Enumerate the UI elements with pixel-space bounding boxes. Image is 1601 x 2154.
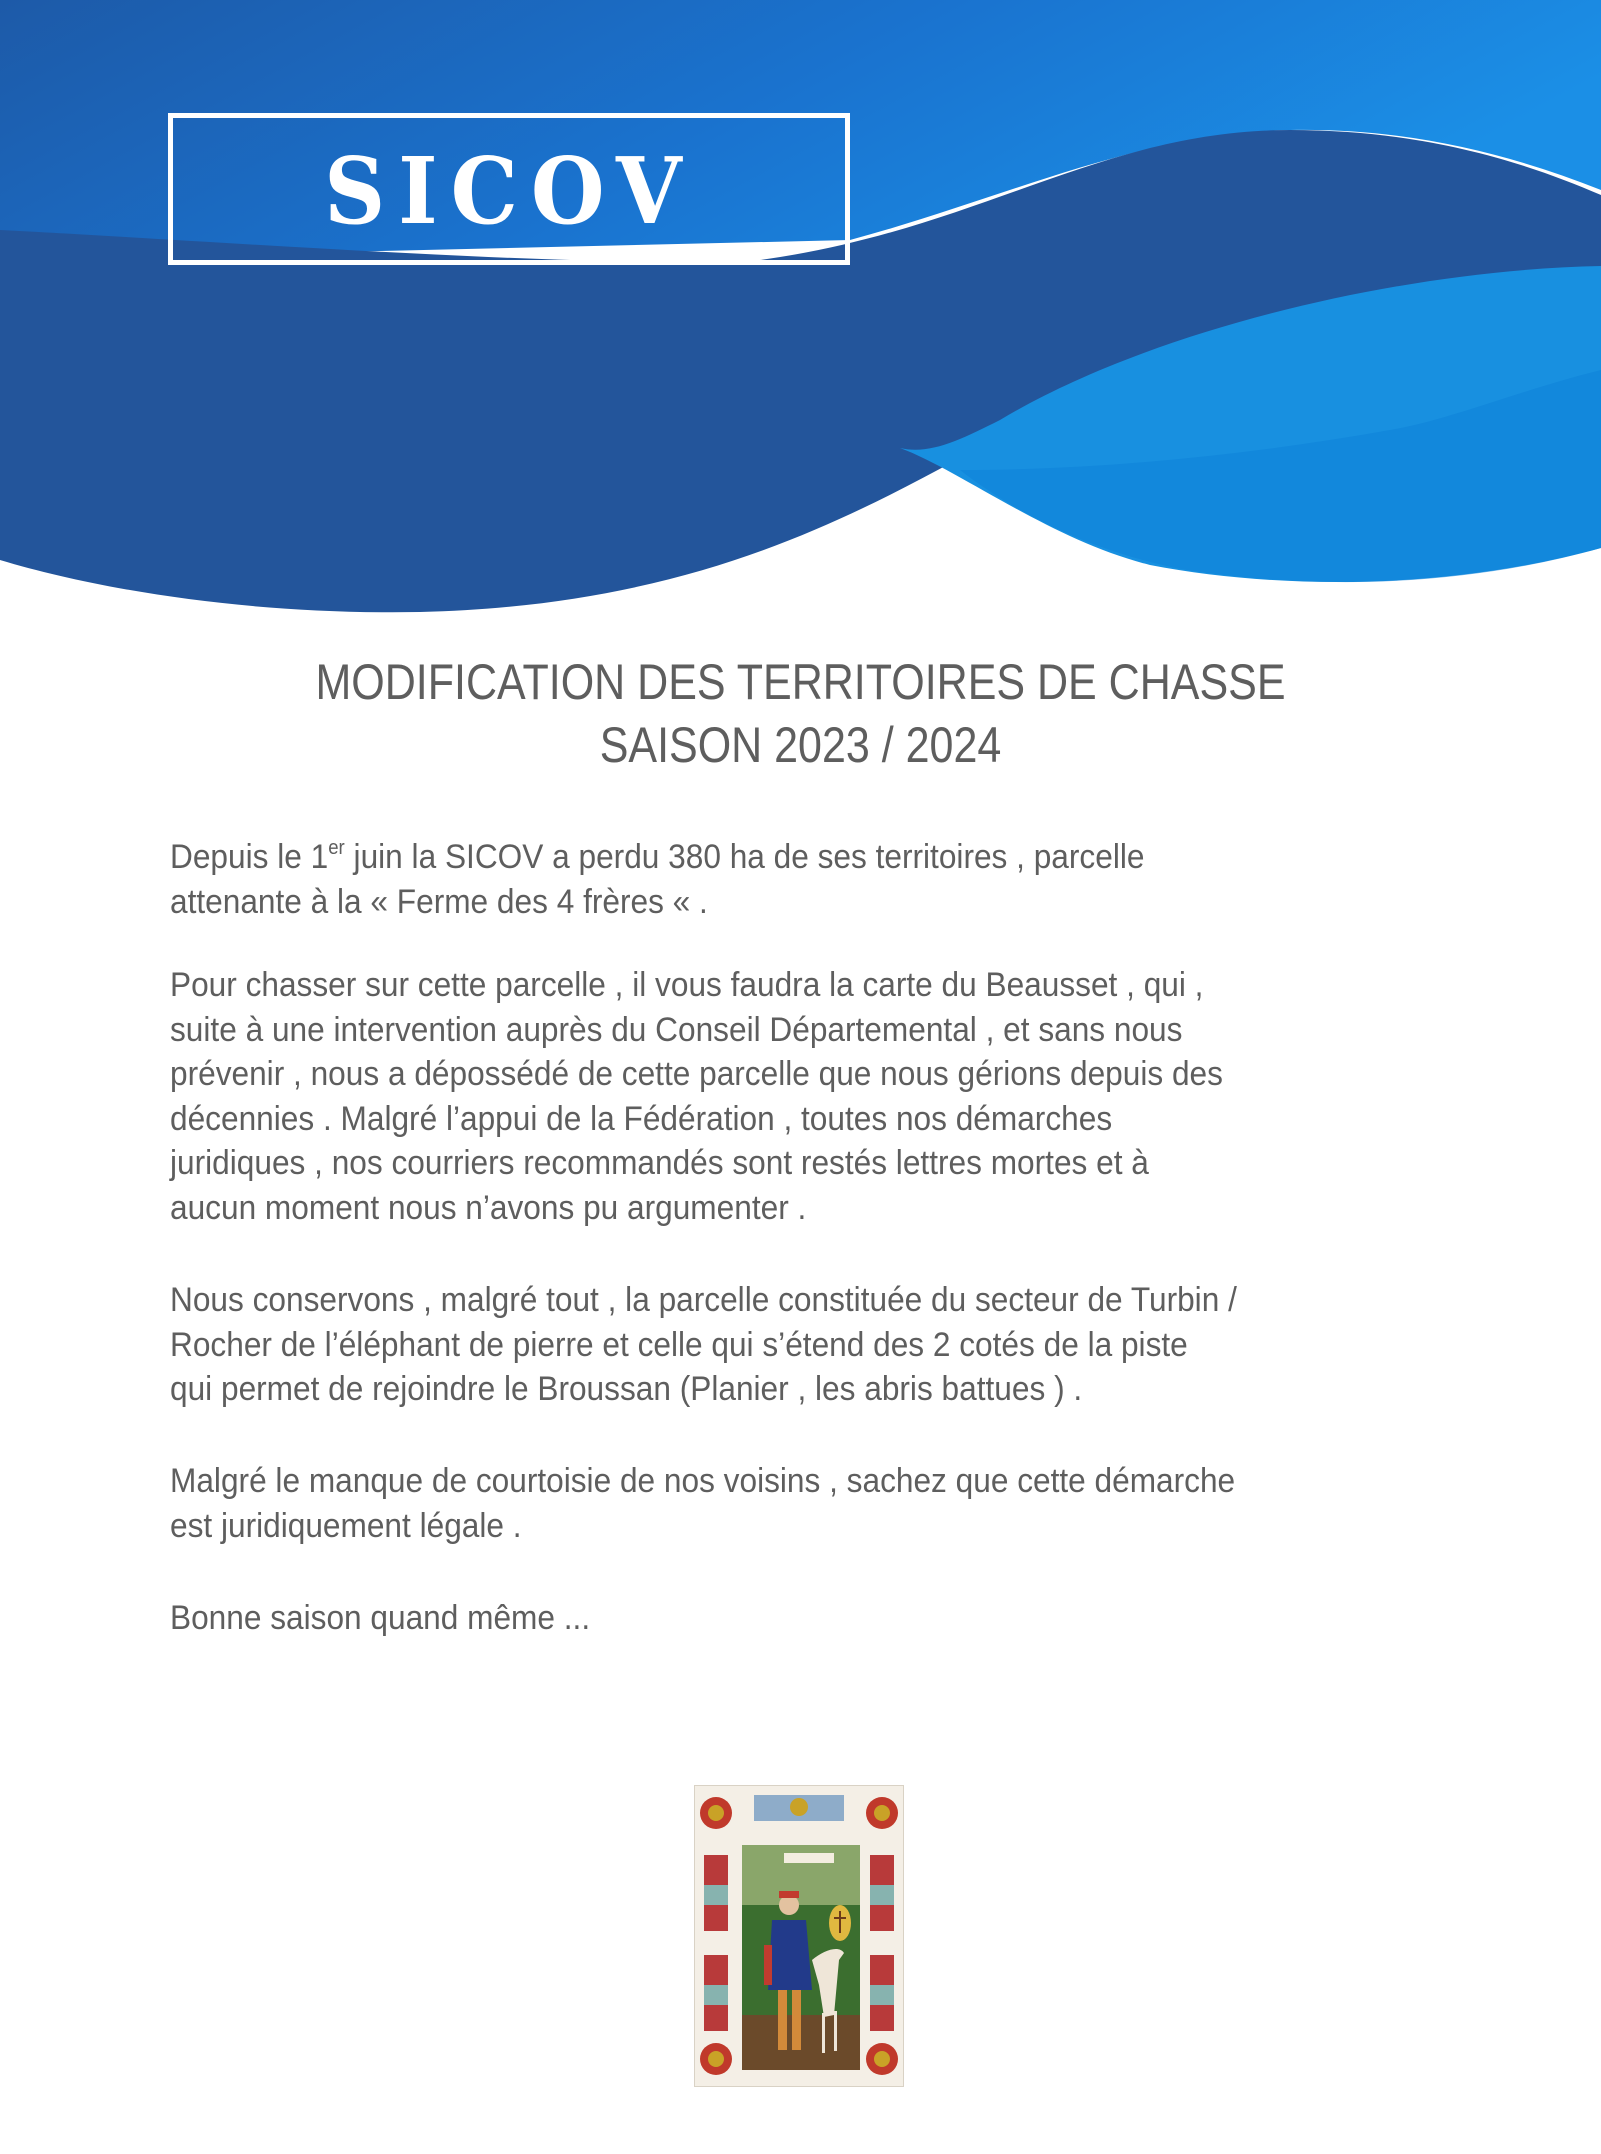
- logo-box: [168, 113, 850, 265]
- paragraph-line: aucun moment nous n’avons pu argumenter .: [170, 1188, 807, 1227]
- saint-hubert-illustration: [694, 1785, 904, 2087]
- wave-background: [0, 0, 1601, 640]
- paragraph-line: Malgré le manque de courtoisie de nos voisins , sachez que cette démarche: [170, 1462, 1236, 1500]
- paragraph-line: qui permet de rejoindre le Broussan (Planier , les abris battues ) .: [170, 1370, 1083, 1408]
- paragraph-line: décennies . Malgré l’appui de la Fédération , toutes nos démarches: [170, 1099, 1113, 1138]
- page-subtitle: SAISON 2023 / 2024: [599, 717, 1002, 773]
- paragraph-line: est juridiquement légale .: [170, 1506, 522, 1545]
- page-title: MODIFICATION DES TERRITOIRES DE CHASSE: [315, 654, 1286, 710]
- paragraph-4: [170, 1459, 1379, 1548]
- closing-line: [170, 1596, 1379, 1641]
- paragraph-1: [170, 826, 1379, 924]
- text-segment: Depuis le 1: [170, 838, 329, 876]
- logo-text: SICOV: [323, 137, 695, 245]
- paragraph-2: [170, 963, 1379, 1230]
- paragraph-line: Bonne saison quand même ...: [170, 1599, 591, 1637]
- header-banner: [0, 0, 1601, 640]
- central-scene: [742, 1845, 860, 2070]
- paragraph-line: attenante à la « Ferme des 4 frères « .: [170, 882, 708, 921]
- paragraph-3: [170, 1278, 1379, 1412]
- paragraph-line: [170, 826, 1379, 880]
- paragraph-line: prévenir , nous a dépossédé de cette parcelle que nous gérions depuis des: [170, 1055, 1223, 1093]
- paragraph-line: Nous conservons , malgré tout , la parcelle constituée du secteur de Turbin /: [170, 1281, 1237, 1319]
- paragraph-line: suite à une intervention auprès du Conseil Départemental , et sans nous: [170, 1010, 1183, 1049]
- text-segment: juin la SICOV a perdu 380 ha de ses territoires , parcelle: [344, 838, 1145, 876]
- superscript: er: [328, 837, 345, 859]
- paragraph-line: Pour chasser sur cette parcelle , il vous faudra la carte du Beausset , qui ,: [170, 966, 1204, 1004]
- paragraph-line: juridiques , nos courriers recommandés sont restés lettres mortes et à: [170, 1144, 1149, 1182]
- paragraph-line: Rocher de l’éléphant de pierre et celle qui s’étend des 2 cotés de la piste: [170, 1325, 1188, 1364]
